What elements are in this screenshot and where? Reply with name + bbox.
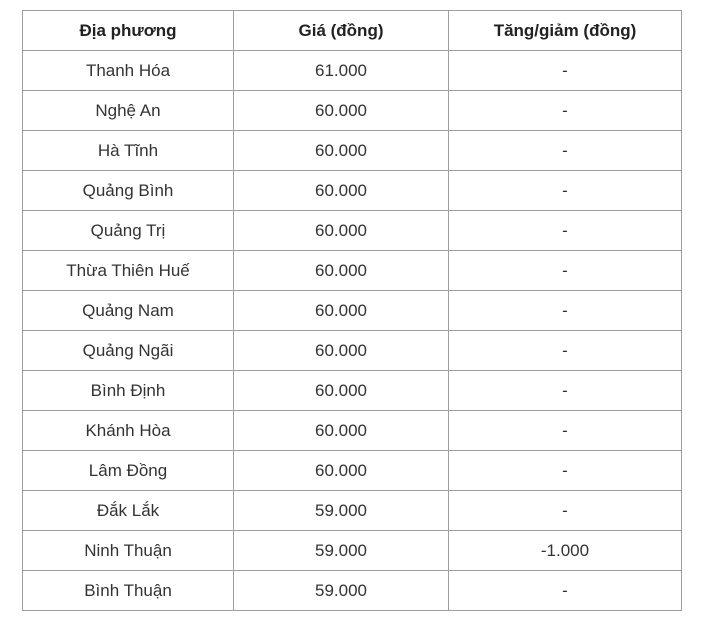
cell-change: -: [449, 291, 682, 331]
cell-change: -: [449, 491, 682, 531]
cell-price: 60.000: [234, 451, 449, 491]
cell-change: -: [449, 251, 682, 291]
table-row: [23, 51, 682, 91]
cell-region: Nghệ An: [23, 91, 234, 131]
cell-change: -: [449, 571, 682, 611]
table-row: [23, 331, 682, 371]
table-row: [23, 491, 682, 531]
cell-change: -: [449, 411, 682, 451]
cell-region: Bình Thuận: [23, 571, 234, 611]
cell-price: 60.000: [234, 251, 449, 291]
cell-region: Ninh Thuận: [23, 531, 234, 571]
cell-price: 59.000: [234, 531, 449, 571]
cell-region: Khánh Hòa: [23, 411, 234, 451]
cell-change: -: [449, 211, 682, 251]
table-row: [23, 451, 682, 491]
price-table: [22, 10, 682, 611]
cell-change: -: [449, 451, 682, 491]
cell-region: Hà Tĩnh: [23, 131, 234, 171]
cell-price: 60.000: [234, 91, 449, 131]
table-row: [23, 411, 682, 451]
cell-price: 59.000: [234, 571, 449, 611]
table-body: [23, 51, 682, 611]
cell-price: 60.000: [234, 171, 449, 211]
header-change: Tăng/giảm (đồng): [449, 11, 682, 51]
cell-change: -: [449, 91, 682, 131]
header-region: Địa phương: [23, 11, 234, 51]
cell-price: 60.000: [234, 291, 449, 331]
cell-region: Quảng Trị: [23, 211, 234, 251]
cell-change: -: [449, 371, 682, 411]
cell-price: 59.000: [234, 491, 449, 531]
cell-change: -1.000: [449, 531, 682, 571]
cell-change: -: [449, 331, 682, 371]
cell-region: Thanh Hóa: [23, 51, 234, 91]
table-row: [23, 531, 682, 571]
cell-change: -: [449, 51, 682, 91]
cell-price: 60.000: [234, 371, 449, 411]
table-row: [23, 91, 682, 131]
cell-change: -: [449, 171, 682, 211]
table-row: [23, 371, 682, 411]
cell-region: Quảng Bình: [23, 171, 234, 211]
table-header: [23, 11, 682, 51]
cell-region: Đắk Lắk: [23, 491, 234, 531]
cell-price: 60.000: [234, 131, 449, 171]
cell-price: 61.000: [234, 51, 449, 91]
cell-region: Thừa Thiên Huế: [23, 251, 234, 291]
cell-price: 60.000: [234, 331, 449, 371]
table-row: [23, 251, 682, 291]
cell-region: Quảng Nam: [23, 291, 234, 331]
cell-price: 60.000: [234, 211, 449, 251]
cell-region: Bình Định: [23, 371, 234, 411]
table-row: [23, 131, 682, 171]
table-row: [23, 171, 682, 211]
cell-region: Quảng Ngãi: [23, 331, 234, 371]
cell-price: 60.000: [234, 411, 449, 451]
cell-change: -: [449, 131, 682, 171]
table-row: [23, 211, 682, 251]
table-row: [23, 571, 682, 611]
table-row: [23, 291, 682, 331]
cell-region: Lâm Đồng: [23, 451, 234, 491]
header-row: [23, 11, 682, 51]
header-price: Giá (đồng): [234, 11, 449, 51]
